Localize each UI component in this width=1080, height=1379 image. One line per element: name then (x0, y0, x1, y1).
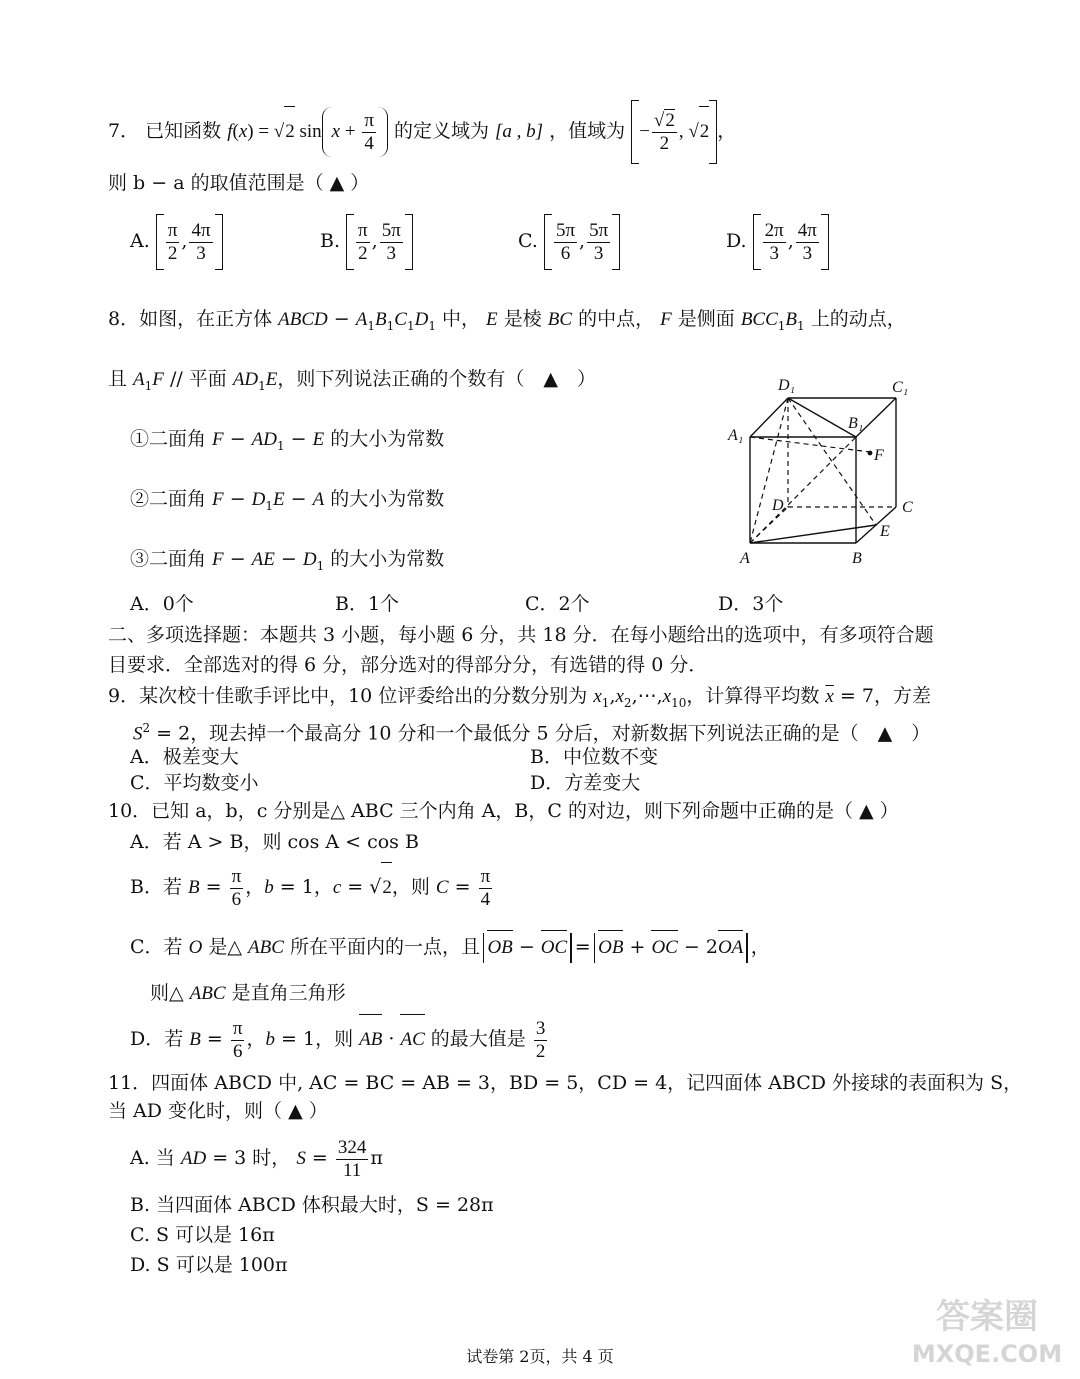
label-b1: B₁ (848, 415, 864, 432)
label-f: F (874, 447, 884, 464)
q7-line1: 7． 已知函数 f(x) = √2 sin x + $\frac{\pi}{4}$ 的定义域为 [a , b] ，值域为 − $\frac{√2}{2}$ , √2 ， (108, 100, 736, 164)
q7-option-d[interactable]: D. $\frac{2\pi}{3}$ , $\frac{4\pi}{3}$ (726, 212, 829, 270)
cube-figure (720, 370, 930, 570)
label-c: C (902, 499, 913, 516)
section2-line1: 二、多项选择题：本题共 3 小题，每小题 6 分，共 18 分．在每小题给出的选项中，有多项符合题 (108, 624, 934, 646)
watermark-title: 答案圈 (936, 1297, 1038, 1337)
q7-number: 7． (108, 120, 140, 142)
watermark-logo (905, 1290, 1070, 1370)
q8-option-a[interactable]: A．0个 (130, 593, 194, 615)
q10-option-a[interactable]: A．若 A > B，则 cos A < cos B (130, 831, 419, 853)
q8-number: 8． (108, 308, 140, 330)
q7-stem-c: ，值域为 (549, 120, 626, 142)
q7-domain: [a , b] (495, 121, 544, 142)
q8-item-1: ①二面角 $F - AD_1 - E$ 的大小为常数 (130, 428, 445, 453)
q9-option-d[interactable]: D．方差变大 (530, 772, 641, 794)
section2-line2: 目要求．全部选对的得 6 分，部分选对的得部分分，有选错的得 0 分． (108, 654, 708, 676)
watermark-url: MXQE.COM (911, 1340, 1063, 1368)
q8-option-d[interactable]: D．3个 (718, 593, 784, 615)
q7-line2: 则 b − a 的取值范围是（ ▲ ） (108, 172, 370, 194)
q8-option-b[interactable]: B．1个 (335, 593, 400, 615)
q9-option-c[interactable]: C．平均数变小 (130, 772, 259, 794)
q7-option-a[interactable]: A. $\frac{\pi}{2}$ , $\frac{4\pi}{3}$ (130, 212, 223, 270)
q10-option-b[interactable]: B．若 B = $\frac{\pi}{6}$ ，b = 1，c = √2，则 C = $\frac{\pi}{4}$ (130, 862, 494, 913)
q7-option-c[interactable]: C. $\frac{5\pi}{6}$ , $\frac{5\pi}{3}$ (518, 212, 620, 270)
label-c1: C₁ (892, 379, 909, 396)
q11-option-d[interactable]: D. S 可以是 100π (130, 1254, 288, 1276)
label-e: E (880, 523, 890, 540)
q10-option-d[interactable]: D．若 B = $\frac{\pi}{6}$ ，b = 1，则 AB · AC 的最大值是 $\frac{3}{2}$ (130, 1014, 549, 1065)
label-b: B (852, 550, 862, 567)
page-footer: 试卷第 2页，共 4 页 (466, 1347, 614, 1366)
q10-line1: 10．已知 a，b，c 分别是△ ABC 三个内角 A，B，C 的对边，则下列命题中正确的是（ ▲ ） (108, 800, 899, 822)
q10-option-c[interactable]: C．若 O 是△ ABC 所在平面内的一点，且 OB − OC = OB + OC − 2OA ， (130, 930, 770, 965)
q8-item-2: ②二面角 $F - D_1E - A$ 的大小为常数 (130, 488, 445, 513)
q9-option-a[interactable]: A．极差变大 (130, 746, 239, 768)
q9-line1: 9．某次校十佳歌手评比中，10 位评委给出的分数分别为 $x_1,x_2,\cdots,x_{10}$，计算得平均数 $\overline{x} = 7$，方差 (108, 685, 931, 710)
label-d: D (772, 497, 784, 514)
q11-option-b[interactable]: B. 当四面体 ABCD 体积最大时，S = 28π (130, 1194, 494, 1216)
q8-line2: 且 $A_1F$ // 平面 $AD_1E$，则下列说法正确的个数有（ ▲ ） (108, 368, 597, 393)
q7-option-b[interactable]: B. $\frac{\pi}{2}$ , $\frac{5\pi}{3}$ (320, 212, 413, 270)
q9-line2: $S^2 = 2$，现去掉一个最高分 10 分和一个最低分 5 分后，对新数据下列说法正确的是（ ▲ ） (133, 721, 931, 745)
q7-stem-b: 的定义域为 (393, 120, 489, 142)
q10-option-c-line2: 则△ ABC 是直角三角形 (150, 982, 346, 1004)
label-a: A (740, 550, 750, 567)
q11-line2: 当 AD 变化时，则（ ▲ ） (108, 1100, 328, 1122)
q11-option-a[interactable]: A. 当 AD = 3 时， S = $\frac{324}{11}$ π (130, 1136, 383, 1181)
q8-option-c[interactable]: C．2个 (525, 593, 590, 615)
q11-line1: 11．四面体 ABCD 中, AC = BC = AB = 3，BD = 5，CD = 4，记四面体 ABCD 外接球的表面积为 S， (108, 1072, 1023, 1094)
label-d1: D₁ (778, 377, 796, 394)
q9-option-b[interactable]: B．中位数不变 (530, 746, 658, 768)
label-a1: A₁ (728, 427, 744, 444)
q11-option-c[interactable]: C. S 可以是 16π (130, 1224, 275, 1246)
q8-line1: 8．如图，在正方体 ABCD − $A_1B_1C_1D_1$ 中， E 是棱 BC 的中点， F 是侧面 $BCC_1B_1$ 上的动点， (108, 308, 906, 333)
q7-stem-a: 已知函数 (145, 120, 222, 142)
q8-item-3: ③二面角 F − AE − $D_1$ 的大小为常数 (130, 548, 445, 573)
